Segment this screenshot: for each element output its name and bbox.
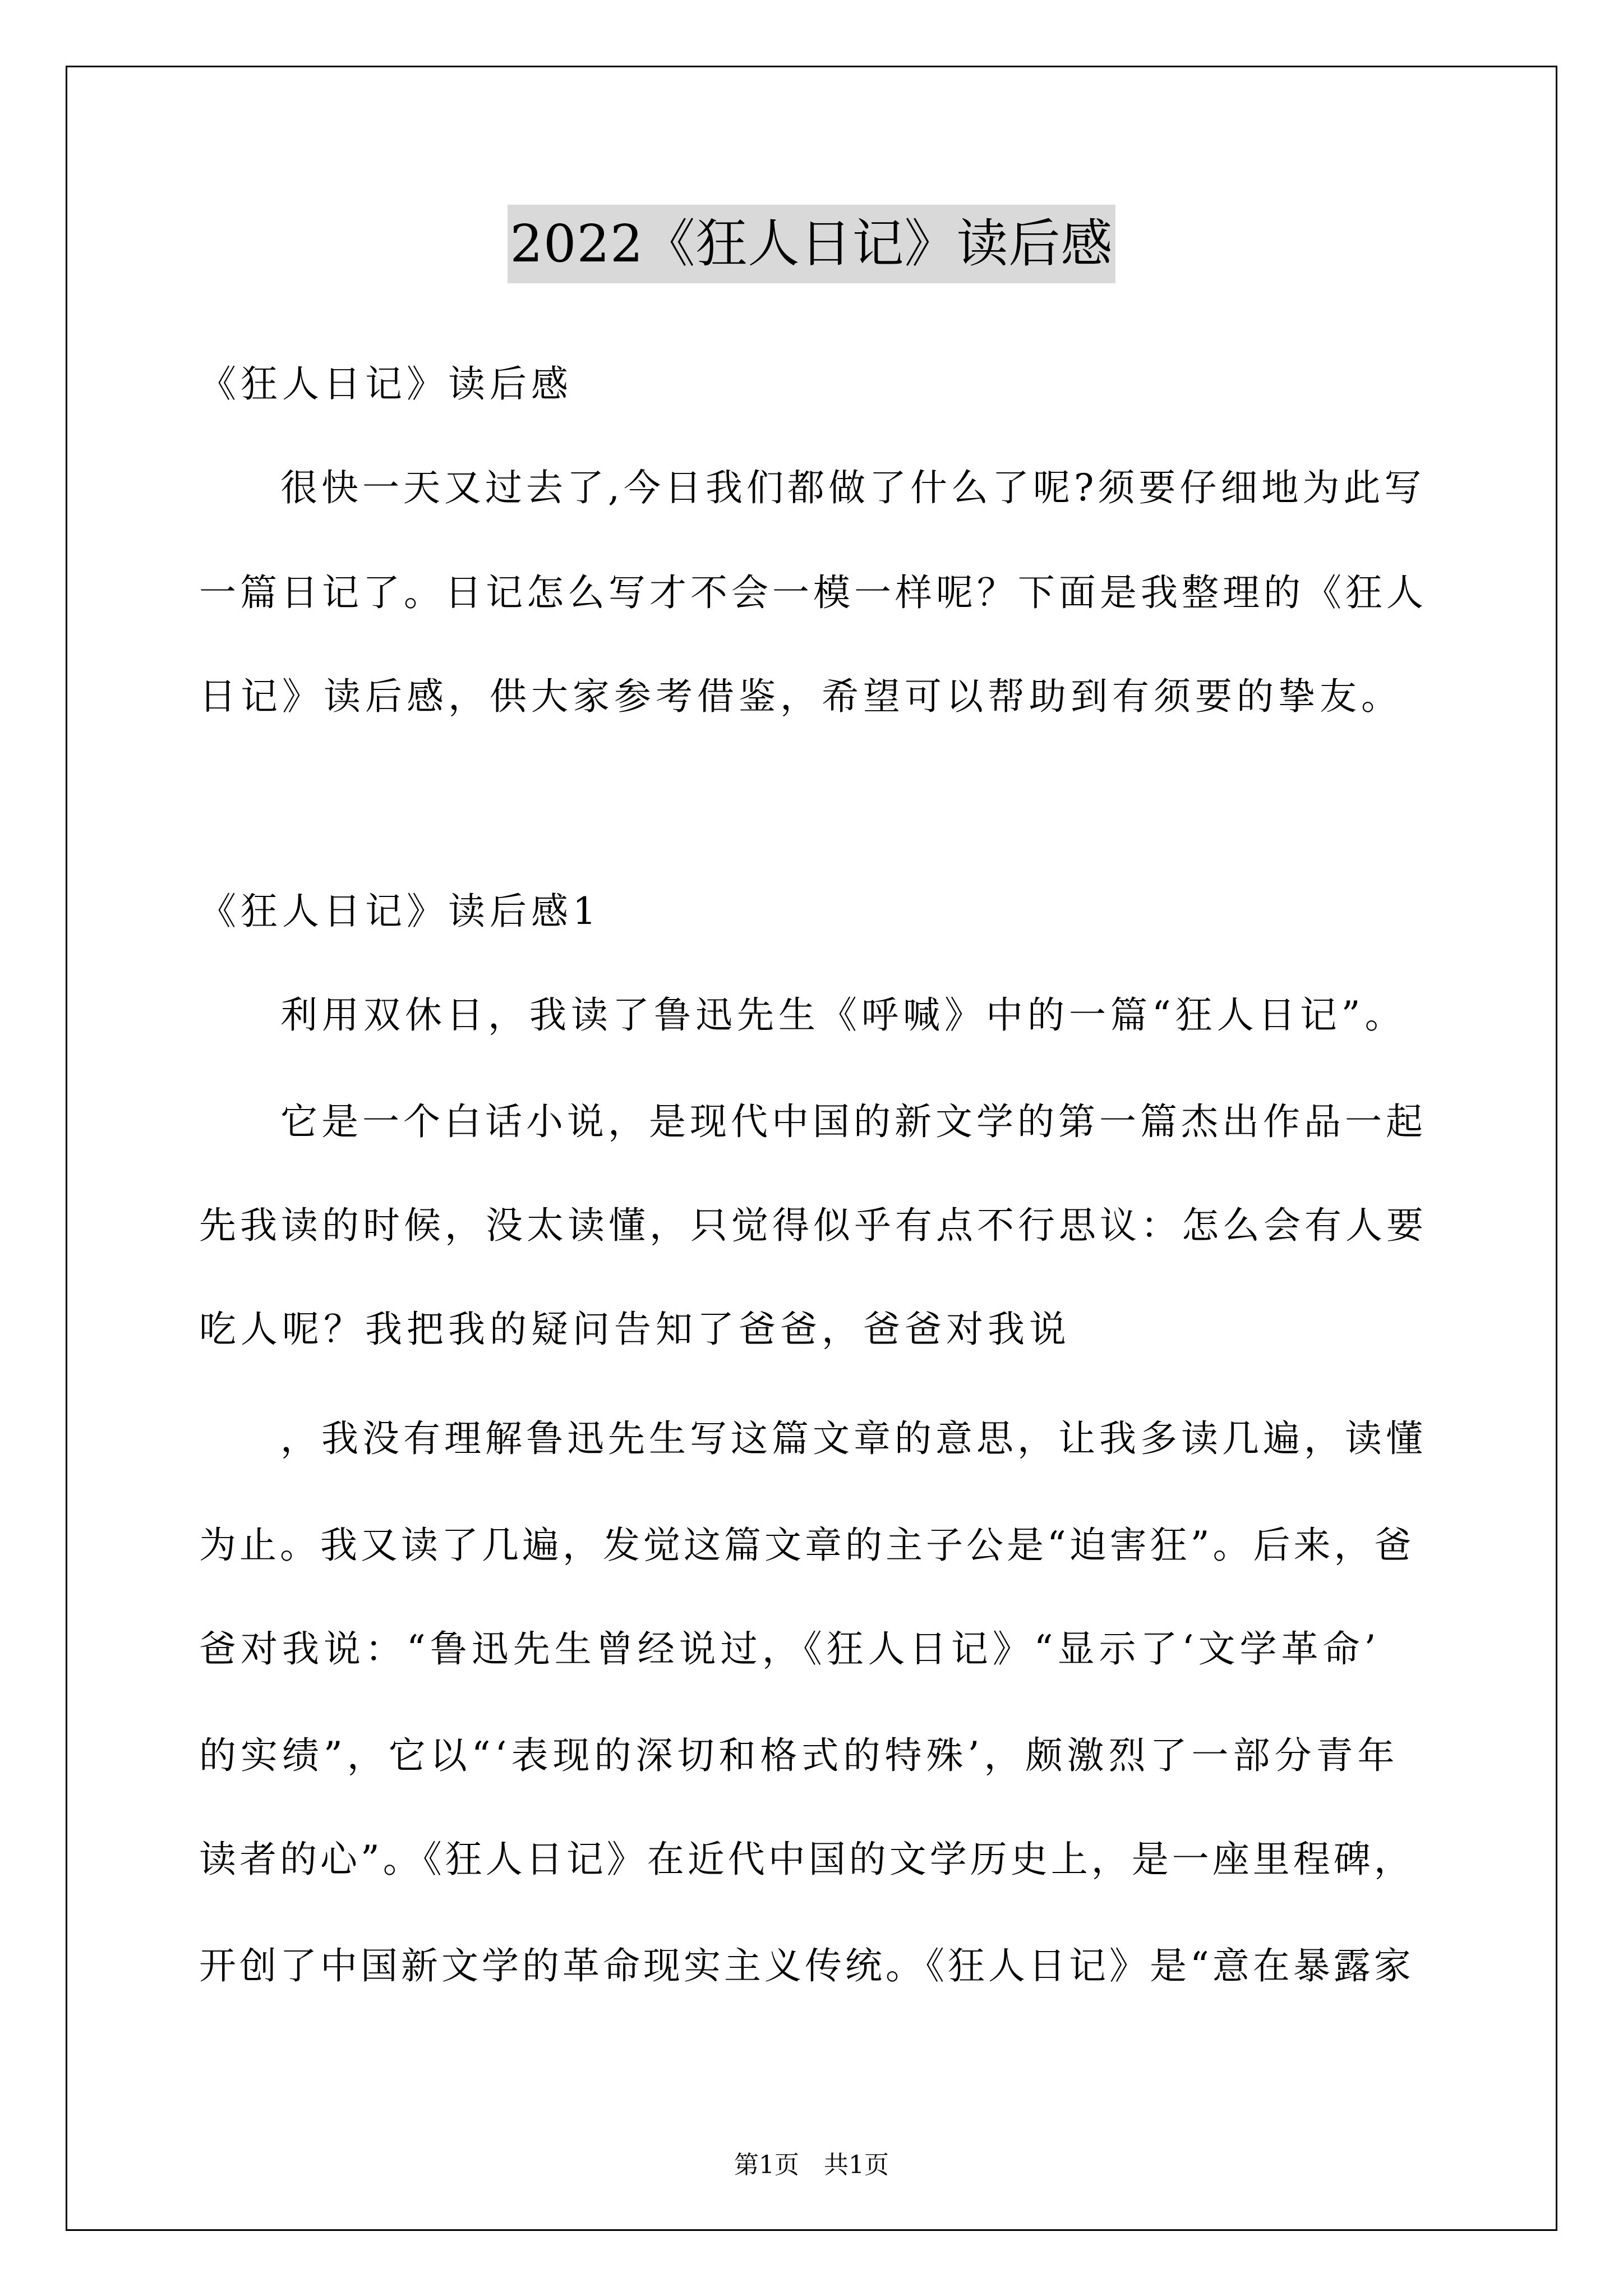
paragraph-line: 利用双休日，我读了鲁迅先生《呼喊》中的一篇“狂人日记”。 <box>280 993 1407 1037</box>
paragraph-line: 日记》读后感，供大家参考借鉴，希望可以帮助到有须要的挚友。 <box>199 675 1403 718</box>
paragraph-line: 它是一个白话小说，是现代中国的新文学的第一篇杰出作品一起 <box>280 1100 1427 1143</box>
paragraph-line: 为止。我又读了几遍，发觉这篇文章的主子公是“迫害狂”。后来，爸 <box>199 1524 1415 1567</box>
paragraph-line: 读者的心”。《狂人日记》在近代中国的文学历史上，是一座里程碑， <box>199 1838 1414 1881</box>
section-heading: 《狂人日记》读后感1 <box>199 890 601 933</box>
paragraph-line: 很快一天又过去了,今日我们都做了什么了呢?须要仔细地为此写 <box>280 466 1426 509</box>
title-container <box>0 205 1623 283</box>
paragraph-line: 的实绩”，它以“‘表现的深切和格式的特殊’，颇激烈了一部分青年 <box>199 1734 1399 1777</box>
paragraph-line: 一篇日记了。日记怎么写才不会一模一样呢？下面是我整理的《狂人 <box>199 571 1427 614</box>
section-heading: 《狂人日记》读后感 <box>199 362 573 406</box>
page-number-footer: 第1页 共1页 <box>734 2151 889 2179</box>
paragraph-line: 吃人呢？我把我的疑问告知了爸爸，爸爸对我说 <box>199 1308 1071 1351</box>
paragraph-line: 爸对我说：“鲁迅先生曾经说过，《狂人日记》“显示了‘文学革命’ <box>199 1627 1381 1671</box>
document-title: 2022《狂人日记》读后感 <box>508 205 1115 283</box>
paragraph-line: 开创了中国新文学的革命现实主义传统。《狂人日记》是“意在暴露家 <box>199 1944 1414 1987</box>
paragraph-line: 先我读的时候，没太读懂，只觉得似乎有点不行思议：怎么会有人要 <box>199 1204 1427 1247</box>
paragraph-line: ，我没有理解鲁迅先生写这篇文章的意思，让我多读几遍，读懂 <box>280 1417 1427 1460</box>
